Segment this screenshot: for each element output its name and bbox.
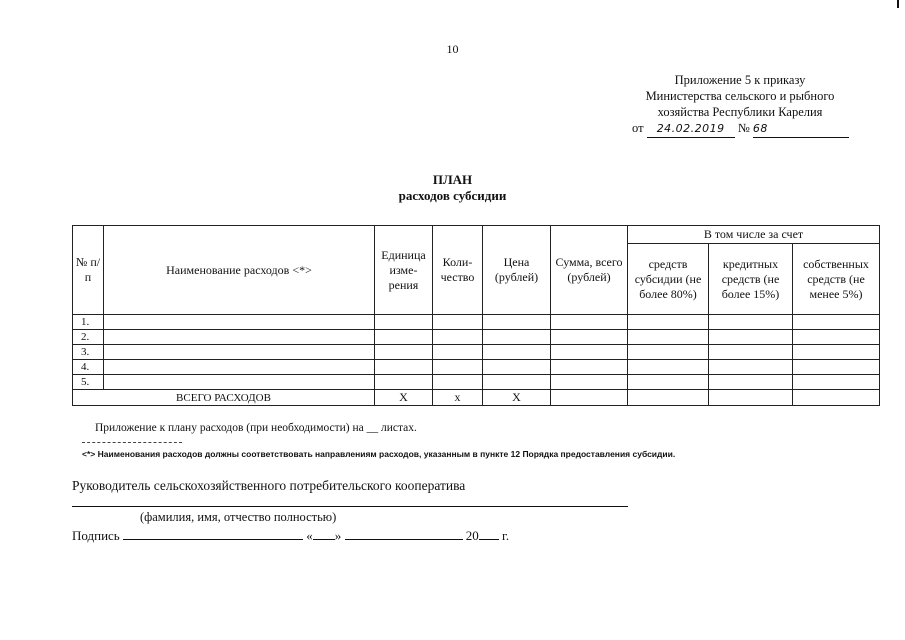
- cell: [793, 345, 880, 360]
- cell: [375, 330, 433, 345]
- cell: [628, 345, 709, 360]
- signature-row: [72, 527, 509, 544]
- total-qty: x: [433, 390, 483, 406]
- cell: [793, 360, 880, 375]
- order-date: [647, 120, 735, 138]
- row-number: 3.: [73, 345, 104, 360]
- table-row: [73, 360, 880, 375]
- cell: [433, 375, 483, 390]
- total-label: ВСЕГО РАСХОДОВ: [73, 390, 375, 406]
- cell: [793, 330, 880, 345]
- footnote: <*> Наименования расходов должны соответствовать направлениям расходов, указанным в пункте 12 Порядка предоставления субсидии.: [82, 449, 676, 459]
- order-number: [753, 120, 849, 138]
- table-row: [73, 315, 880, 330]
- cell: [709, 315, 793, 330]
- header-subsidy: средств субсидии (не более 80%): [628, 244, 709, 315]
- table-row: [73, 345, 880, 360]
- appendix-note: Приложение к плану расходов (при необходимости) на __ листах.: [95, 422, 417, 434]
- cell: [709, 375, 793, 390]
- sign-label: Подпись: [72, 528, 120, 543]
- cell: [483, 330, 551, 345]
- cell: [709, 390, 793, 406]
- cell: [433, 330, 483, 345]
- order-number-value: 68: [752, 122, 768, 135]
- cell: [433, 345, 483, 360]
- cell: [483, 345, 551, 360]
- name-hint: (фамилия, имя, отчество полностью): [140, 510, 337, 524]
- cell: [104, 360, 375, 375]
- cell: [793, 390, 880, 406]
- approval-line-2: Министерства сельского и рыбного: [645, 89, 835, 103]
- cell: [709, 345, 793, 360]
- cell: [375, 360, 433, 375]
- header-sum: Сумма, всего (рублей): [551, 226, 628, 315]
- title-main: ПЛАН: [432, 172, 473, 187]
- table-header-row-1: [73, 226, 880, 244]
- row-number: 4.: [73, 360, 104, 375]
- name-field-line: [72, 506, 628, 507]
- header-group: В том числе за счет: [628, 226, 880, 244]
- order-date-value: 24.02.2019: [656, 122, 725, 135]
- cell: [551, 315, 628, 330]
- year-prefix: 20: [465, 528, 479, 543]
- cell: [104, 330, 375, 345]
- total-price: X: [483, 390, 551, 406]
- cell: [375, 315, 433, 330]
- cell: [433, 315, 483, 330]
- number-prefix: №: [737, 121, 750, 135]
- footnote-separator: [82, 442, 182, 443]
- quote-open: «: [306, 528, 313, 543]
- expense-plan-table: [72, 225, 880, 406]
- date-prefix: от: [632, 121, 644, 135]
- cell: [375, 375, 433, 390]
- approval-line-3: хозяйства Республики Карелия: [657, 105, 823, 119]
- cell: [628, 360, 709, 375]
- cell: [551, 375, 628, 390]
- year-blank: [479, 527, 499, 540]
- title-sub: расходов субсидии: [398, 188, 507, 203]
- cell: [104, 375, 375, 390]
- cell: [628, 315, 709, 330]
- header-own: собственных средств (не менее 5%): [793, 244, 880, 315]
- header-name: Наименование расходов <*>: [104, 226, 375, 315]
- cell: [104, 315, 375, 330]
- header-qty: Коли- чество: [433, 226, 483, 315]
- quote-close: »: [334, 528, 342, 543]
- cell: [483, 360, 551, 375]
- total-unit: X: [375, 390, 433, 406]
- cell: [551, 390, 628, 406]
- cell: [104, 345, 375, 360]
- table-row: [73, 330, 880, 345]
- row-number: 2.: [73, 330, 104, 345]
- approval-block: [600, 72, 880, 138]
- cell: [551, 345, 628, 360]
- head-label: Руководитель сельскохозяйственного потребительского кооператива: [72, 478, 466, 493]
- header-num: № п/п: [73, 226, 104, 315]
- cell: [628, 330, 709, 345]
- header-unit: Единица изме- рения: [375, 226, 433, 315]
- approval-date-line: [600, 120, 880, 138]
- cell: [709, 330, 793, 345]
- cell: [483, 315, 551, 330]
- cell: [793, 315, 880, 330]
- cell: [709, 360, 793, 375]
- cell: [793, 375, 880, 390]
- row-number: 5.: [73, 375, 104, 390]
- cell: [483, 375, 551, 390]
- cell: [628, 375, 709, 390]
- cell: [551, 360, 628, 375]
- year-suffix: г.: [502, 528, 510, 543]
- corner-mark: [897, 0, 899, 8]
- approval-line-1: Приложение 5 к приказу: [674, 73, 806, 87]
- month-blank: [345, 527, 463, 540]
- table-row: [73, 375, 880, 390]
- cell: [433, 360, 483, 375]
- document-title: [0, 172, 905, 204]
- signature-blank: [123, 527, 303, 540]
- header-price: Цена (рублей): [483, 226, 551, 315]
- page-number: 10: [446, 42, 459, 56]
- cell: [551, 330, 628, 345]
- total-row: [73, 390, 880, 406]
- cell: [375, 345, 433, 360]
- cell: [628, 390, 709, 406]
- header-credit: кредитных средств (не более 15%): [709, 244, 793, 315]
- row-number: 1.: [73, 315, 104, 330]
- day-blank: [313, 527, 335, 540]
